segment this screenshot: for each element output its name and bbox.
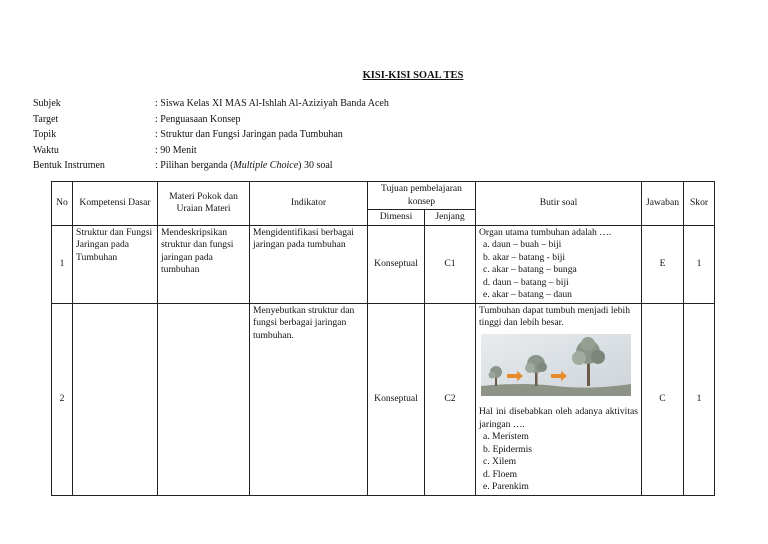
row-kompetensi	[73, 303, 158, 495]
table-row	[52, 303, 715, 495]
row-jenjang: C2	[425, 303, 476, 495]
row-kompetensi: Struktur dan Fungsi Jaringan pada Tumbuhan	[73, 225, 158, 303]
meta-label: Waktu	[33, 144, 59, 156]
meta-value: : Struktur dan Fungsi Jaringan pada Tumbuhan	[155, 129, 343, 140]
meta-value-post: ) 30 soal	[298, 160, 333, 171]
table-row	[52, 225, 715, 303]
header-row	[52, 182, 715, 210]
row-dimensi: Konseptual	[368, 303, 425, 495]
row-indikator: Menyebutkan struktur dan fungsi berbagai jaringan tumbuhan.	[250, 303, 368, 495]
row-indikator: Mengidentifikasi berbagai jaringan pada tumbuhan	[250, 225, 368, 303]
option-e: e. akar – batang – daun	[483, 289, 572, 300]
row-no: 1	[52, 225, 73, 303]
meta-row-bentuk-instrumen	[33, 158, 389, 174]
row-jenjang: C1	[425, 225, 476, 303]
row-skor: 1	[684, 303, 715, 495]
header-jenjang: Jenjang	[425, 210, 476, 226]
row-materi: Mendeskripsikan struktur dan fungsi jaringan pada tumbuhan	[158, 225, 250, 303]
row-butir-soal	[476, 303, 642, 495]
row-dimensi: Konseptual	[368, 225, 425, 303]
meta-label: Subjek	[33, 98, 61, 109]
header-indikator: Indikator	[250, 182, 368, 226]
meta-label: Target	[33, 113, 59, 125]
header-butir: Butir soal	[476, 182, 642, 226]
meta-row-subjek	[33, 96, 389, 112]
document-title: KISI-KISI SOAL TES	[362, 70, 464, 81]
meta-value: : Siswa Kelas XI MAS Al-Ishlah Al-Aziziyah Banda Aceh	[155, 98, 389, 109]
option-d: d. Floem	[483, 468, 518, 480]
option-b: b. Epidermis	[483, 443, 533, 455]
row-materi	[158, 303, 250, 495]
meta-value: : 90 Menit	[155, 144, 197, 156]
header-dimensi: Dimensi	[368, 210, 425, 226]
row-jawaban: E	[642, 225, 684, 303]
option-c: c. Xilem	[483, 456, 517, 467]
header-no: No	[52, 182, 73, 226]
meta-row-target	[33, 112, 389, 128]
meta-value-italic: Multiple Choice	[233, 160, 299, 171]
meta-row-waktu	[33, 143, 389, 159]
question-text: Organ utama tumbuhan adalah ….	[479, 226, 612, 238]
row-skor: 1	[684, 225, 715, 303]
meta-label: Topik	[33, 129, 57, 140]
metadata-block	[33, 96, 389, 174]
meta-value-pre: : Pilihan berganda (	[155, 160, 234, 171]
question-intro: Tumbuhan dapat tumbuh menjadi lebih tinggi dan lebih besar.	[479, 304, 630, 328]
header-jawaban: Jawaban	[642, 182, 684, 226]
header-skor: Skor	[684, 182, 715, 226]
header-materi: Materi Pokok dan Uraian Materi	[158, 182, 250, 226]
option-b: b. akar – batang - biji	[483, 251, 566, 263]
option-a: a. Meristem	[483, 431, 529, 442]
plant-growth-image	[481, 334, 631, 396]
row-butir-soal	[476, 225, 642, 303]
option-e: e. Parenkim	[483, 481, 529, 492]
option-a: a. daun – buah – biji	[483, 239, 562, 250]
meta-value: : Penguasaan Konsep	[155, 113, 241, 125]
meta-label: Bentuk Instrumen	[33, 160, 105, 171]
row-no: 2	[52, 303, 73, 495]
kisi-kisi-table	[51, 181, 715, 496]
header-tujuan: Tujuan pembelajaran konsep	[368, 182, 476, 210]
option-c: c. akar – batang – bunga	[483, 264, 577, 275]
header-kompetensi: Kompetensi Dasar	[73, 182, 158, 226]
question-text: Hal ini disebabkan oleh adanya aktivitas jaringan ….	[479, 406, 638, 430]
meta-row-topik	[33, 127, 389, 143]
row-jawaban: C	[642, 303, 684, 495]
option-d: d. daun – batang – biji	[483, 276, 569, 288]
